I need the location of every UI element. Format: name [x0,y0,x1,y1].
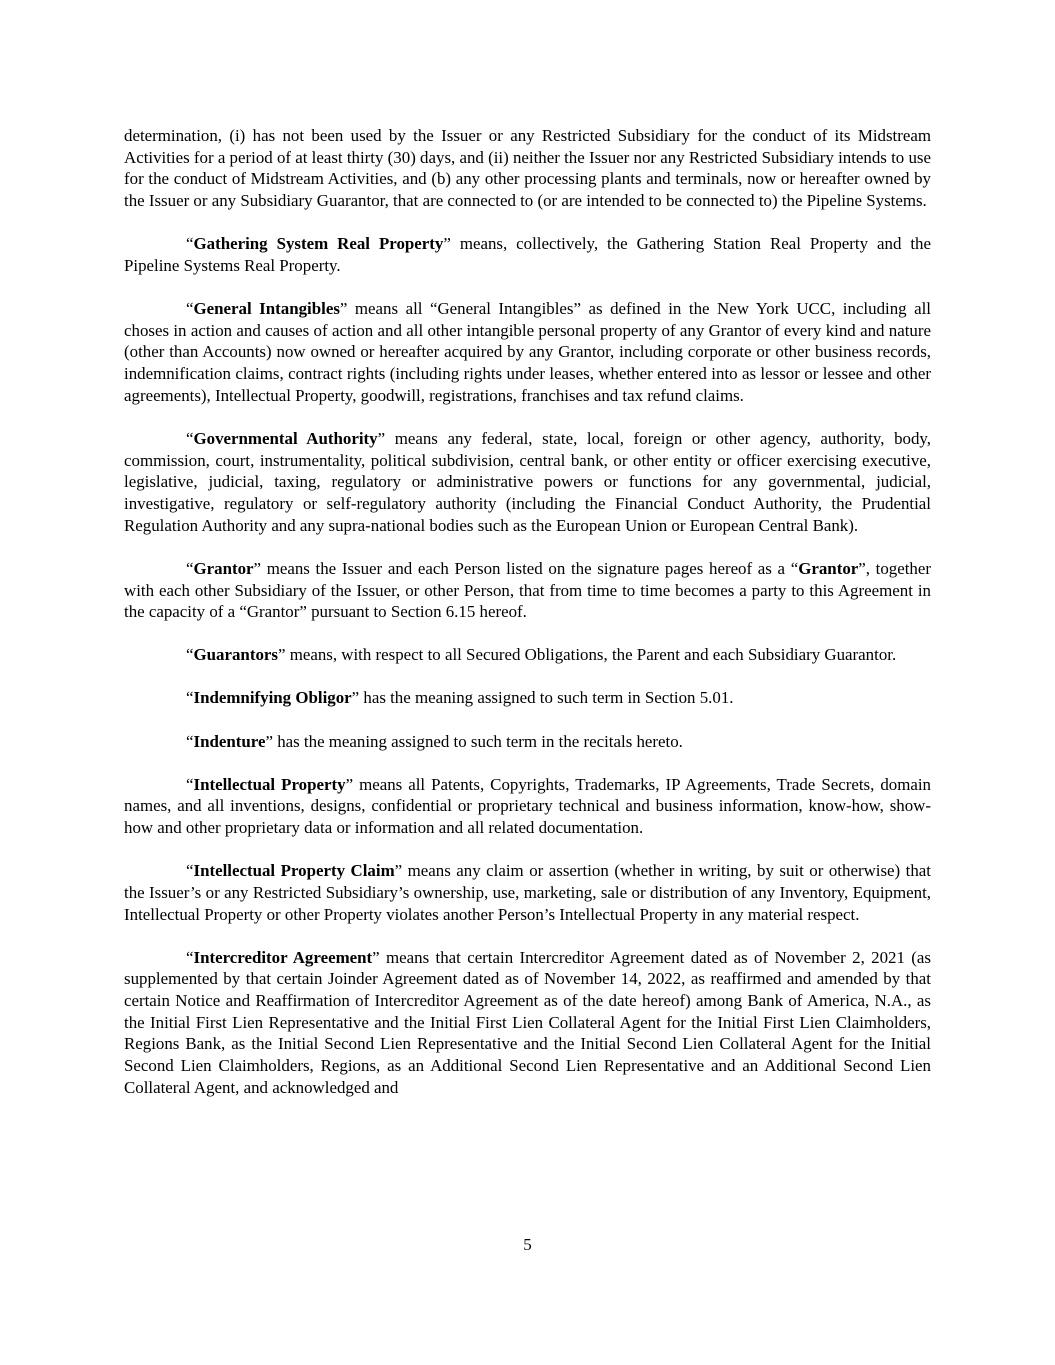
defined-term-inline: Grantor [798,558,859,578]
definition-intellectual-property: “Intellectual Property” means all Patents, Copyrights, Trademarks, IP Agreements, Trade Secrets, domain names, and all inventions, designs, confidential or proprietary technical and business information, know-how, show-how and other proprietary data or information and all related documentation. [124,774,932,837]
paragraph-continuation [124,125,931,212]
defined-term: General Intangibles [193,299,340,318]
definition-text: ” has the meaning assigned to such term in the recitals hereto. [265,731,683,751]
definition-text: ” means all “General Intangibles” as defined in the New York UCC, including all choses in action and causes of action and all other intangible personal property of any Grantor of every kind and nature (other than Accounts) now owned or hereafter acquired by any Grantor, including corporate or other business records, indemnification claims, contract rights (including rights under leases, whether entered into as lessor or lessee and other agreements), Intellectual Property, goodwill, registrations, franchises and tax refund claims. [124,299,931,405]
defined-term: Guarantors [193,645,278,665]
defined-term: Gathering System Real Property [193,234,444,254]
definition-gathering-system-real-property: “Gathering System Real Property” means, collectively, the Gathering Station Real Property and the Pipeline Systems Real Property. [124,234,931,275]
definition-text: ” means that certain Intercreditor Agreement dated as of November 2, 2021 (as supplemented by that certain Joinder Agreement dated as of November 14, 2022, as reaffirmed and amended by that certain Notice and Reaffirmation of Intercreditor Agreement as of the date hereof) among Bank of America, N.A., as the Initial First Lien Representative and the Initial First Lien Collateral Agent for the Initial First Lien Claimholders, Regions Bank, as the Initial Second Lien Representative and the Initial Second Lien Collateral Agent for the Initial Second Lien Claimholders, Regions, as an Additional Second Lien Representative and an Additional Second Lien Collateral Agent, and acknowledged and [124,947,931,1097]
definition-grantor: “Grantor” means the Issuer and each Person listed on the signature pages hereof as a “Grantor”, together with each other Subsidiary of the Issuer, or other Person, that from time to time becomes a party to this Agreement in the capacity of a “Grantor” pursuant to Section 6.15 hereof. [124,558,931,622]
defined-term: Indenture [193,731,266,751]
definition-text: ” means the Issuer and each Person listed on the signature pages hereof as a “ [253,558,799,578]
definition-indemnifying-obligor: “Indemnifying Obligor” has the meaning assigned to such term in Section 5.01. [186,688,734,708]
defined-term: Governmental Authority [193,428,378,448]
defined-term: Intellectual Property [193,774,346,794]
definition-text: ” means, with respect to all Secured Obligations, the Parent and each Subsidiary Guarantor. [277,645,897,665]
defined-term: Intellectual Property Claim [193,861,395,881]
definition-intellectual-property-claim: “Intellectual Property Claim” means any claim or assertion (whether in writing, by suit or otherwise) that the Issuer’s or any Restricted Subsidiary’s ownership, use, marketing, sale or distribution of any Inventory, Equipment, Intellectual Property or other Property violates another Person’s Intellectual Property in any material respect. [124,861,931,924]
definition-text: ” means, collectively, the Gathering Station Real Property and the Pipeline Systems Real Property. [124,234,931,275]
definition-text: ” means any federal, state, local, foreign or other agency, authority, body, commission, court, instrumentality, political subdivision, central bank, or other entity or officer exercising executive, legislative, judicial, taxing, regulatory or administrative powers or functions for any governmental, judicial, investigative, regulatory or self-regulatory authority (including the Financial Conduct Authority, the Prudential Regulation Authority and any supra-national bodies such as the European Union or European Central Bank). [124,428,931,535]
defined-term: Intercreditor Agreement [193,947,373,967]
definition-guarantors: “Guarantors” means, with respect to all Secured Obligations, the Parent and each Subsidiary Guarantor. [186,645,897,665]
defined-term: Grantor [193,558,254,578]
definition-text: ” has the meaning assigned to such term in Section 5.01. [351,688,734,708]
definition-text: ” means all Patents, Copyrights, Trademarks, IP Agreements, Trade Secrets, domain names, and all inventions, designs, confidential or proprietary technical and business information, know-how, show-how and other proprietary data or information and all related documentation. [124,774,932,837]
definition-text-continued: ”, together with each other Subsidiary of the Issuer, or other Person, that from time to time becomes a party to this Agreement in the capacity of a “Grantor” pursuant to Section 6.15 hereof. [124,558,931,622]
paragraph-text: determination, (i) has not been used by the Issuer or any Restricted Subsidiary for the conduct of its Midstream Activities for a period of at least thirty (30) days, and (ii) neither the Issuer nor any Restricted Subsidiary intends to use for the conduct of Midstream Activities, and (b) any other processing plants and terminals, now or hereafter owned by the Issuer or any Subsidiary Guarantor, that are connected to (or are intended to be connected to) the Pipeline Systems. [124,126,931,211]
defined-term: Indemnifying Obligor [193,688,352,708]
definition-governmental-authority: “Governmental Authority” means any federal, state, local, foreign or other agency, authority, body, commission, court, instrumentality, political subdivision, central bank, or other entity or officer exercising executive, legislative, judicial, taxing, regulatory or administrative powers or functions for any governmental, judicial, investigative, regulatory or self-regulatory authority (including the Financial Conduct Authority, the Prudential Regulation Authority and any supra-national bodies such as the European Union or European Central Bank). [124,428,931,535]
definition-indenture: “Indenture” has the meaning assigned to such term in the recitals hereto. [186,731,683,751]
document-page [124,125,931,1120]
definition-intercreditor-agreement: “Intercreditor Agreement” means that certain Intercreditor Agreement dated as of November 2, 2021 (as supplemented by that certain Joinder Agreement dated as of November 14, 2022, as reaffirmed and amended by that certain Notice and Reaffirmation of Intercreditor Agreement as of the date hereof) among Bank of America, N.A., as the Initial First Lien Representative and the Initial First Lien Collateral Agent for the Initial First Lien Claimholders, Regions Bank, as the Initial Second Lien Representative and the Initial Second Lien Collateral Agent for the Initial Second Lien Claimholders, Regions, as an Additional Second Lien Representative and an Additional Second Lien Collateral Agent, and acknowledged and [124,947,931,1097]
definition-text: ” means any claim or assertion (whether in writing, by suit or otherwise) that the Issuer’s or any Restricted Subsidiary’s ownership, use, marketing, sale or distribution of any Inventory, Equipment, Intellectual Property or other Property violates another Person’s Intellectual Property in any material respect. [124,861,931,924]
page-number: 5 [523,1235,532,1254]
definition-general-intangibles: “General Intangibles” means all “General Intangibles” as defined in the New York UCC, including all choses in action and causes of action and all other intangible personal property of any Grantor of every kind and nature (other than Accounts) now owned or hereafter acquired by any Grantor, including corporate or other business records, indemnification claims, contract rights (including rights under leases, whether entered into as lessor or lessee and other agreements), Intellectual Property, goodwill, registrations, franchises and tax refund claims. [124,299,931,405]
